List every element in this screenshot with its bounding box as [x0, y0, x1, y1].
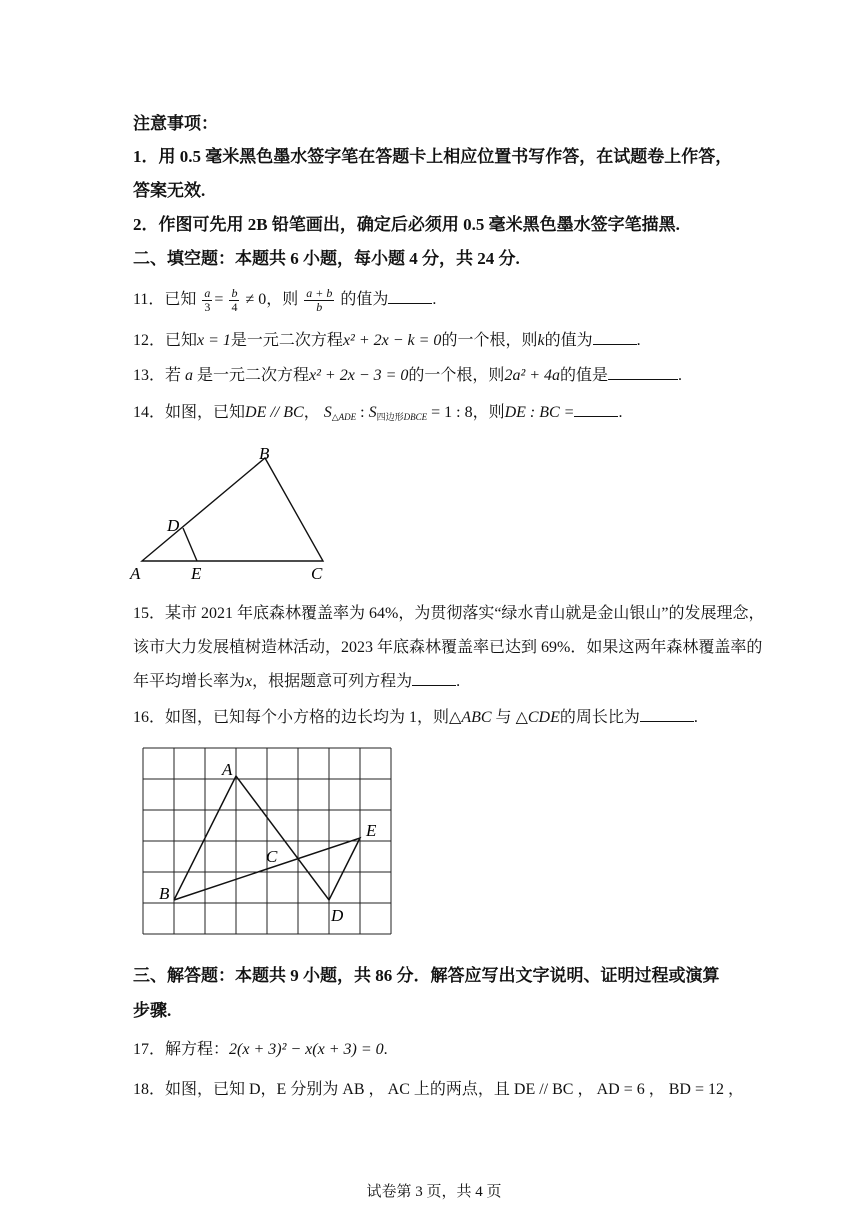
square-grid	[143, 748, 391, 934]
label-d: D	[167, 516, 180, 535]
q12-expr1: x = 1	[197, 332, 231, 349]
label-b: B	[259, 444, 270, 463]
question-13	[133, 365, 682, 386]
q14-label: 14．如图，已知	[133, 404, 246, 421]
q12-end: .	[636, 332, 641, 349]
question-16	[133, 707, 698, 728]
section-3-heading-cont: 步骤.	[133, 1001, 172, 1020]
grid-figure-2	[140, 745, 400, 940]
q17-label: 17．解方程：	[133, 1041, 230, 1058]
answer-blank-15[interactable]	[412, 671, 456, 686]
label-e: E	[366, 821, 377, 840]
q16-text: 16．如图，已知每个小方格的边长均为 1，则	[133, 709, 450, 726]
question-18: 18．如图，已知 D，E 分别为 AB ， AC 上的两点，且 DE // BC ， AD = 6 ， BD = 12 ，	[133, 1081, 744, 1098]
q13-tail: 的值是	[560, 367, 609, 384]
answer-blank-16[interactable]	[640, 707, 694, 722]
q16-tail: 的周长比为	[559, 709, 640, 726]
label-a: A	[222, 760, 233, 779]
label-d: D	[331, 906, 344, 925]
notice-item-1-cont: 答案无效.	[133, 181, 206, 200]
answer-blank-12[interactable]	[593, 330, 637, 345]
answer-blank-11[interactable]	[388, 289, 432, 304]
notice-item-1: 1．用 0.5 毫米黑色墨水签字笔在答题卡上相应位置书写作答，在试题卷上作答，	[133, 147, 733, 166]
q15-rate-label: 年平均增长率为	[133, 673, 246, 690]
q17-expr: 2(x + 3)² − x(x + 3) = 0	[229, 1041, 384, 1058]
q15-x: x	[245, 673, 253, 690]
q13-label: 13．若	[133, 367, 182, 384]
question-11: 11．已知 $\frac{a}{3}$ = $\frac{b}{4}$ ≠ 0，则 $\frac{a + b}{b}$ 的值为 .	[133, 285, 437, 314]
q12-expr2: x² + 2x − k = 0	[342, 332, 442, 349]
q13-mid: 是一元二次方程	[197, 367, 310, 384]
q11-label: 11．已知	[133, 291, 197, 308]
q12-tail: 的值为	[544, 332, 593, 349]
question-14: 14．如图，已知DE // BC， $S_{\triangle ADE}$ : $S_{四边形DBCE} = 1$ : 8，则DE : BC = .	[133, 404, 623, 422]
notice-title: 注意事项：	[133, 114, 218, 133]
q11-cond: ≠ 0，则	[245, 291, 299, 308]
notice-item-2: 2．作图可先用 2B 铅笔画出，确定后必须用 0.5 毫米黑色墨水签字笔描黑.	[133, 215, 680, 234]
q14-parallel: DE // BC	[245, 404, 304, 421]
q13-expr2: 2a² + 4a	[504, 367, 561, 384]
q12-label: 12．已知	[133, 332, 198, 349]
q12-mid: 是一元二次方程	[230, 332, 343, 349]
q16-abc: △ABC	[449, 709, 492, 726]
section-3-heading: 三、解答题：本题共 9 小题，共 86 分．解答应写出文字说明、证明过程或演算	[133, 966, 720, 985]
q12-mid2: 的一个根，则	[441, 332, 538, 349]
q15-end: .	[456, 673, 461, 690]
q14-tail: ，则	[472, 404, 505, 421]
q11-tail: 的值为	[340, 291, 389, 308]
q17-end: .	[383, 1041, 388, 1058]
q12-k: k	[537, 332, 545, 349]
label-a: A	[130, 564, 141, 583]
frac-apb-b: $\frac{a + b}{b}$	[306, 285, 333, 314]
frac-a-3: $\frac{a}{3}$	[204, 285, 211, 314]
question-17	[133, 1040, 388, 1060]
question-15-line-3	[133, 671, 460, 692]
answer-blank-13[interactable]	[608, 365, 678, 380]
answer-blank-14[interactable]	[574, 402, 618, 417]
label-e: E	[191, 564, 202, 583]
label-c: C	[266, 847, 278, 866]
triangle-figure-1	[125, 440, 345, 585]
question-15-line-1: 15．某市 2021 年底森林覆盖率为 64%，为贯彻落实“绿水青山就是金山银山”的发展理念，	[133, 605, 765, 622]
segment-de	[183, 528, 197, 561]
q15-tail: ，根据题意可列方程为	[252, 673, 413, 690]
q16-end: .	[693, 709, 698, 726]
q16-mid: 与	[495, 709, 512, 726]
q16-cde: △CDE	[515, 709, 560, 726]
q13-expr: x² + 2x − 3 = 0	[309, 367, 409, 384]
q14-end: .	[618, 404, 623, 421]
triangle-abc	[142, 458, 323, 561]
q11-end: .	[432, 291, 437, 308]
page-footer: 试卷第 3 页，共 4 页	[366, 1184, 502, 1200]
label-b: B	[159, 884, 170, 903]
q13-a: a	[185, 367, 194, 384]
q13-mid2: 的一个根，则	[408, 367, 505, 384]
question-15-line-2: 该市大力发展植树造林活动，2023 年底森林覆盖率已达到 69%．如果这两年森林覆盖率的	[133, 639, 763, 656]
label-c: C	[311, 564, 323, 583]
q14-ratio-tail: = 1 : 8	[431, 404, 473, 421]
q14-ratio: DE : BC =	[504, 404, 575, 421]
frac-b-4: $\frac{b}{4}$	[231, 285, 238, 314]
question-12	[133, 330, 641, 351]
q13-end: .	[678, 367, 683, 384]
section-2-heading: 二、填空题：本题共 6 小题，每小题 4 分，共 24 分.	[133, 249, 520, 268]
